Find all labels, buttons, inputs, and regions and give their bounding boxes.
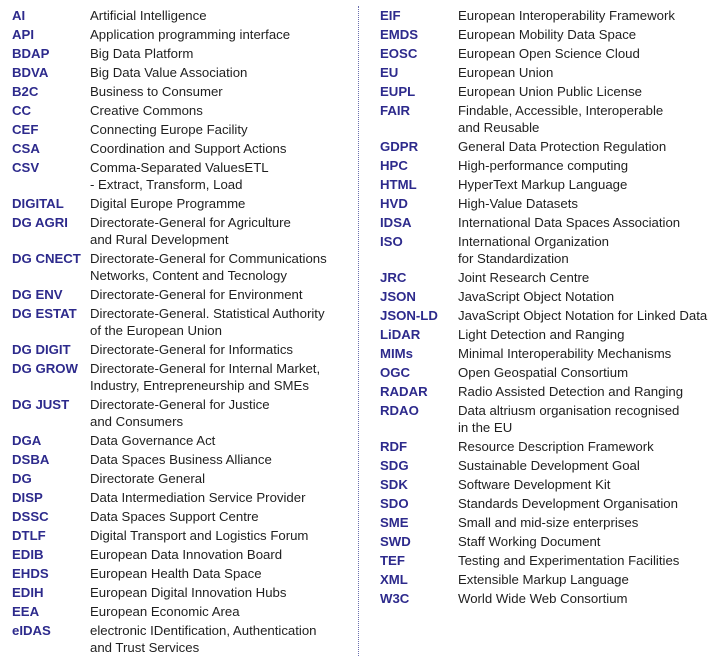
glossary-entry	[12, 584, 352, 601]
glossary-entry	[380, 45, 720, 62]
glossary-entry	[380, 307, 720, 324]
glossary-abbreviation: JRC	[380, 270, 407, 285]
glossary-abbreviation: CC	[12, 103, 32, 118]
glossary-definition: Artificial Intelligence	[90, 8, 207, 23]
glossary-abbreviation: DSBA	[12, 452, 50, 467]
glossary-entry	[12, 102, 352, 119]
glossary-entry	[380, 364, 720, 381]
glossary-abbreviation: EMDS	[380, 27, 419, 42]
glossary-entry	[12, 286, 352, 303]
glossary-abbreviation: API	[12, 27, 34, 42]
glossary-entry	[12, 305, 352, 339]
glossary-abbreviation: SWD	[380, 534, 411, 549]
glossary-entry	[12, 140, 352, 157]
glossary-abbreviation: AI	[12, 8, 26, 23]
glossary-abbreviation: EOSC	[380, 46, 418, 61]
glossary-definition: Directorate-General. Statistical Authority of the European Union	[90, 306, 325, 338]
glossary-entry	[380, 457, 720, 474]
glossary-entry	[380, 590, 720, 607]
glossary-definition: Data Spaces Business Alliance	[90, 452, 272, 467]
glossary-definition: European Mobility Data Space	[458, 27, 637, 42]
glossary-abbreviation: DG AGRI	[12, 215, 68, 230]
glossary-abbreviation: W3C	[380, 591, 410, 606]
glossary-entry	[380, 7, 720, 24]
glossary-entry	[380, 514, 720, 531]
glossary-entry	[380, 138, 720, 155]
glossary-definition: European Health Data Space	[90, 566, 262, 581]
glossary-definition: Standards Development Organisation	[458, 496, 678, 511]
glossary-abbreviation: IDSA	[380, 215, 412, 230]
glossary-definition: Directorate-General for Internal Market, Industry, Entrepreneurship and SMEs	[90, 361, 321, 393]
glossary-abbreviation: HVD	[380, 196, 408, 211]
glossary-left-column	[12, 7, 352, 658]
glossary-entry	[380, 326, 720, 343]
glossary-abbreviation: JSON-LD	[380, 308, 438, 323]
glossary-abbreviation: EUPL	[380, 84, 416, 99]
glossary-abbreviation: DGA	[12, 433, 42, 448]
glossary-abbreviation: GDPR	[380, 139, 419, 154]
glossary-entry	[12, 195, 352, 212]
glossary-definition: Directorate-General for Justice and Consumers	[90, 397, 270, 429]
glossary-entry	[380, 495, 720, 512]
column-divider	[358, 6, 359, 656]
glossary-right-column	[380, 7, 720, 609]
glossary-entry	[380, 195, 720, 212]
glossary-abbreviation: DTLF	[12, 528, 46, 543]
glossary-definition: Small and mid-size enterprises	[458, 515, 639, 530]
glossary-abbreviation: TEF	[380, 553, 405, 568]
glossary-entry	[380, 383, 720, 400]
glossary-abbreviation: SDK	[380, 477, 408, 492]
glossary-entry	[12, 432, 352, 449]
glossary-definition: Creative Commons	[90, 103, 203, 118]
glossary-abbreviation: EDIB	[12, 547, 44, 562]
glossary-abbreviation: LiDAR	[380, 327, 421, 342]
glossary-definition: Light Detection and Ranging	[458, 327, 625, 342]
glossary-definition: International Organization for Standardization	[458, 234, 610, 266]
glossary-entry	[12, 7, 352, 24]
glossary-abbreviation: XML	[380, 572, 408, 587]
glossary-entry	[380, 64, 720, 81]
glossary-definition: Open Geospatial Consortium	[458, 365, 629, 380]
glossary-definition: Comma-Separated ValuesETL - Extract, Transform, Load	[90, 160, 269, 192]
glossary-entry	[12, 64, 352, 81]
glossary-abbreviation: DG ESTAT	[12, 306, 77, 321]
glossary-entry	[12, 214, 352, 248]
glossary-entry	[380, 476, 720, 493]
glossary-definition: Staff Working Document	[458, 534, 601, 549]
glossary-definition: European Union	[458, 65, 554, 80]
glossary-definition: Digital Europe Programme	[90, 196, 246, 211]
glossary-entry	[380, 438, 720, 455]
glossary-definition: Data Governance Act	[90, 433, 216, 448]
glossary-definition: Business to Consumer	[90, 84, 223, 99]
glossary-abbreviation: RADAR	[380, 384, 428, 399]
glossary-entry	[380, 402, 720, 436]
glossary-definition: Data altriusm organisation recognised in the EU	[458, 403, 680, 435]
glossary-entry	[12, 26, 352, 43]
glossary-entry	[380, 345, 720, 362]
glossary-abbreviation: CSV	[12, 160, 40, 175]
glossary-abbreviation: SDO	[380, 496, 409, 511]
glossary-entry	[12, 565, 352, 582]
glossary-abbreviation: EEA	[12, 604, 40, 619]
glossary-entry	[12, 508, 352, 525]
glossary-definition: European Union Public License	[458, 84, 643, 99]
glossary-entry	[380, 26, 720, 43]
glossary-abbreviation: BDAP	[12, 46, 50, 61]
glossary-abbreviation: CEF	[12, 122, 39, 137]
glossary-definition: Directorate-General for Informatics	[90, 342, 294, 357]
glossary-abbreviation: OGC	[380, 365, 411, 380]
glossary-definition: Extensible Markup Language	[458, 572, 629, 587]
glossary-definition: Digital Transport and Logistics Forum	[90, 528, 309, 543]
glossary-abbreviation: SDG	[380, 458, 409, 473]
glossary-abbreviation: DG CNECT	[12, 251, 81, 266]
glossary-entry	[12, 360, 352, 394]
glossary-definition: Big Data Platform	[90, 46, 194, 61]
glossary-definition: Testing and Experimentation Facilities	[458, 553, 680, 568]
glossary-entry	[380, 157, 720, 174]
glossary-abbreviation: DG ENV	[12, 287, 63, 302]
glossary-definition: European Open Science Cloud	[458, 46, 640, 61]
glossary-definition: Resource Description Framework	[458, 439, 654, 454]
glossary-definition: Big Data Value Association	[90, 65, 248, 80]
glossary-definition: European Economic Area	[90, 604, 240, 619]
glossary-definition: Data Spaces Support Centre	[90, 509, 259, 524]
glossary-abbreviation: B2C	[12, 84, 39, 99]
glossary-abbreviation: FAIR	[380, 103, 411, 118]
glossary-entry	[380, 102, 720, 136]
glossary-abbreviation: DG	[12, 471, 32, 486]
glossary-definition: Application programming interface	[90, 27, 291, 42]
glossary-abbreviation: MIMs	[380, 346, 413, 361]
glossary-entry	[12, 451, 352, 468]
glossary-abbreviation: HPC	[380, 158, 408, 173]
glossary-entry	[380, 288, 720, 305]
glossary-entry	[380, 571, 720, 588]
glossary-definition: Minimal Interoperability Mechanisms	[458, 346, 672, 361]
glossary-entry	[12, 159, 352, 193]
glossary-abbreviation: HTML	[380, 177, 417, 192]
glossary-abbreviation: eIDAS	[12, 623, 51, 638]
glossary-definition: Coordination and Support Actions	[90, 141, 287, 156]
glossary-entry	[12, 622, 352, 656]
glossary-entry	[12, 470, 352, 487]
glossary-definition: HyperText Markup Language	[458, 177, 628, 192]
glossary-abbreviation: DIGITAL	[12, 196, 64, 211]
glossary-entry	[12, 45, 352, 62]
glossary-definition: European Data Innovation Board	[90, 547, 283, 562]
glossary-abbreviation: DISP	[12, 490, 43, 505]
glossary-abbreviation: RDF	[380, 439, 408, 454]
glossary-abbreviation: DSSC	[12, 509, 49, 524]
glossary-entry	[12, 250, 352, 284]
glossary-entry	[12, 527, 352, 544]
glossary-entry	[380, 214, 720, 231]
glossary-abbreviation: DG JUST	[12, 397, 70, 412]
glossary-abbreviation: JSON	[380, 289, 416, 304]
glossary-entry	[12, 83, 352, 100]
glossary-definition: Directorate-General for Agriculture and Rural Development	[90, 215, 291, 247]
glossary-abbreviation: DG DIGIT	[12, 342, 71, 357]
glossary-abbreviation: CSA	[12, 141, 40, 156]
glossary-abbreviation: EDIH	[12, 585, 44, 600]
glossary-definition: JavaScript Object Notation	[458, 289, 615, 304]
glossary-abbreviation: EU	[380, 65, 399, 80]
glossary-entry	[380, 552, 720, 569]
glossary-entry	[380, 233, 720, 267]
glossary-definition: electronic IDentification, Authentication and Trust Services	[90, 623, 317, 655]
glossary-definition: High-Value Datasets	[458, 196, 578, 211]
glossary-definition: Directorate-General for Environment	[90, 287, 303, 302]
glossary-abbreviation: RDAO	[380, 403, 419, 418]
glossary-entry	[12, 546, 352, 563]
glossary-entry	[380, 176, 720, 193]
glossary-definition: European Interoperability Framework	[458, 8, 675, 23]
glossary-definition: International Data Spaces Association	[458, 215, 681, 230]
glossary-entry	[12, 121, 352, 138]
glossary-definition: JavaScript Object Notation for Linked Data	[458, 308, 708, 323]
glossary-abbreviation: ISO	[380, 234, 403, 249]
glossary-definition: Directorate General	[90, 471, 206, 486]
glossary-definition: Directorate-General for Communications Networks, Content and Tecnology	[90, 251, 327, 283]
glossary-definition: Software Development Kit	[458, 477, 611, 492]
glossary-entry	[12, 489, 352, 506]
glossary-definition: Data Intermediation Service Provider	[90, 490, 306, 505]
glossary-definition: European Digital Innovation Hubs	[90, 585, 287, 600]
glossary-definition: Connecting Europe Facility	[90, 122, 248, 137]
glossary-entry	[380, 83, 720, 100]
glossary-abbreviation: SME	[380, 515, 409, 530]
glossary-definition: Findable, Accessible, Interoperable and Reusable	[458, 103, 664, 135]
glossary-definition: High-performance computing	[458, 158, 629, 173]
glossary-definition: World Wide Web Consortium	[458, 591, 628, 606]
glossary-definition: General Data Protection Regulation	[458, 139, 667, 154]
glossary-definition: Joint Research Centre	[458, 270, 590, 285]
glossary-abbreviation: BDVA	[12, 65, 49, 80]
glossary-abbreviation: EHDS	[12, 566, 49, 581]
glossary-entry	[12, 341, 352, 358]
glossary-entry	[12, 603, 352, 620]
glossary-abbreviation: DG GROW	[12, 361, 78, 376]
glossary-entry	[380, 533, 720, 550]
glossary-entry	[12, 396, 352, 430]
glossary-entry	[380, 269, 720, 286]
glossary-definition: Sustainable Development Goal	[458, 458, 640, 473]
glossary-abbreviation: EIF	[380, 8, 401, 23]
glossary-definition: Radio Assisted Detection and Ranging	[458, 384, 684, 399]
